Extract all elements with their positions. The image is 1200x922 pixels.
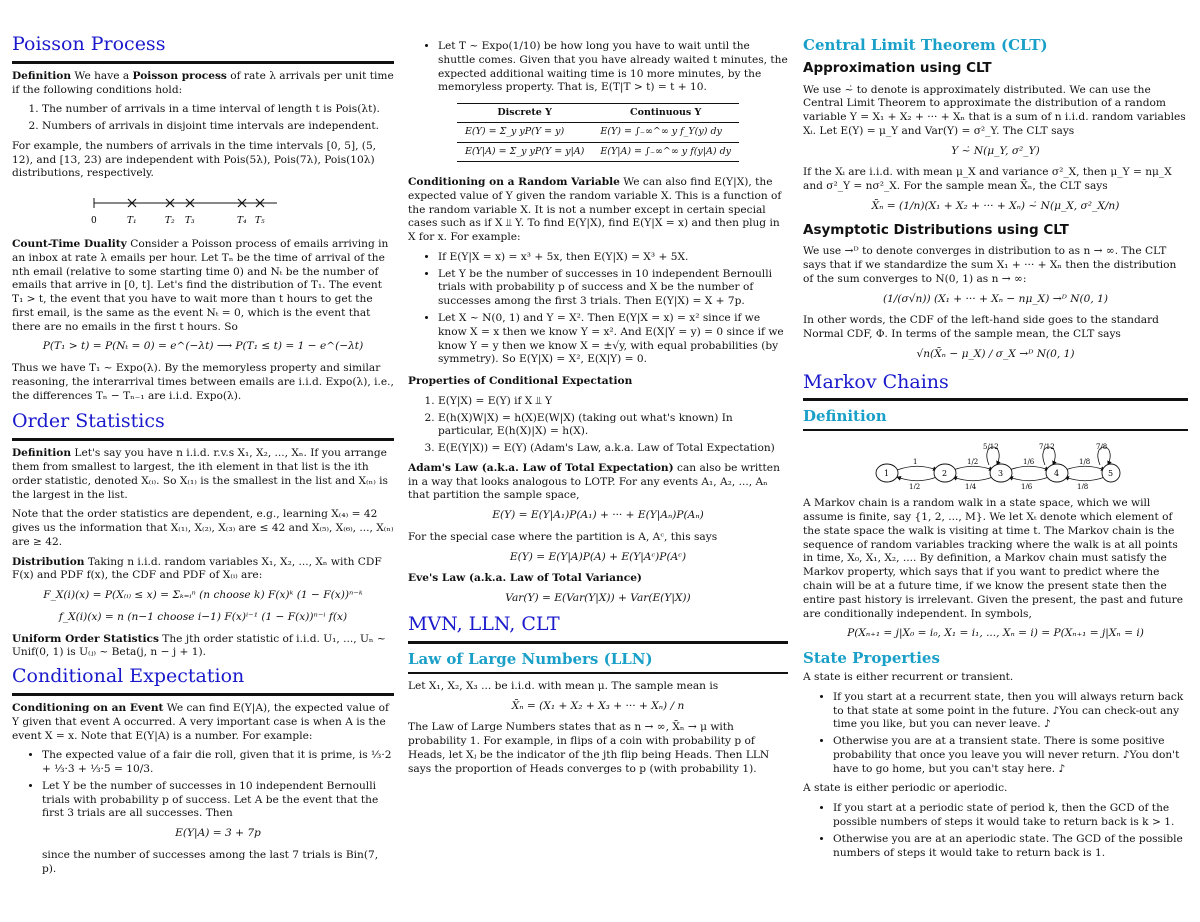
- list-item: 2. Numbers of arrivals in disjoint time intervals are independent.: [42, 120, 394, 134]
- markov-chain-diagram: [871, 437, 1121, 489]
- conditioning-on-rv: Conditioning on a Random Variable We can also find E(Y|X), the expected value of Y given the random variable X. This is a function of the random variable X. It is not a number except in certain special cases such as if X ⫫ Y. To find E(Y|X), find E(Y|X = x) and then plug in X for x. For example:: [408, 176, 782, 244]
- table-header-row: [457, 104, 739, 123]
- transition-arrow: [897, 467, 937, 471]
- order-definition: Definition Let's say you have n i.i.d. r.v.s X₁, X₂, ..., Xₙ. If you arrange them from smallest to largest, the ith element in that list is the ith order statistic, denoted X₍ᵢ₎. So X₍₁₎ is the smallest in the list and X₍ₙ₎ is the largest in the list.: [12, 447, 388, 501]
- adams-law-special: For the special case where the partition is A, Aᶜ, this says: [408, 530, 718, 543]
- asymptotic-text: We use →ᴰ to denote converges in distribution to as n → ∞. The CLT says that if we standardize the sum X₁ + ··· + Xₙ then the distribution of the sum converges to N(0, 1) as n → ∞:: [803, 245, 1177, 285]
- table-row: [457, 123, 739, 142]
- transition-arrow: [1065, 477, 1105, 481]
- count-time-formula: P(T₁ > t) = P(Nₜ = 0) = e^(−λt) ⟶ P(T₁ ≤ t) = 1 − e^(−λt): [42, 340, 364, 353]
- transition-label: 1: [912, 458, 917, 467]
- list-item: • If you start at a periodic state of period k, then the GCD of the possible numbers of steps it would take to return back is k > 1.: [833, 802, 1188, 830]
- list-item: • Let Y be the number of successes in 10 independent Bernoulli trials with probability p of success and X be the number of successes among the first 3 trials. Then E(Y|X) = X + 7p.: [438, 268, 788, 309]
- timeline-label: T₃: [185, 216, 195, 227]
- table-header: Continuous Y: [592, 104, 739, 123]
- loop-label: 7/8: [1095, 443, 1107, 452]
- poisson-example: For example, the numbers of arrivals in the time intervals [0, 5], (5, 12), and [13, 23) are independent with Pois(5λ), Pois(7λ), Pois(10λ) distributions, respectively.: [12, 139, 377, 180]
- eves-law-heading: Eve's Law (a.k.a. Law of Total Variance): [408, 572, 642, 585]
- rv-examples: [408, 251, 788, 367]
- conditioning-on-event: Conditioning on an Event We can find E(Y|A), the expected value of Y given that event A occurred. A very important case is when A is the event X = x. Note that E(Y|A) is a number. For example:: [12, 702, 389, 742]
- lln-statement: The Law of Large Numbers states that as n → ∞, X̄ₙ → μ with probability 1. For example, in flips of a coin with probability p of Heads, let Xⱼ be the indicator of the jth flip being Heads. Then LLN says the proportion of Heads converges to p (with probability 1).: [408, 721, 770, 775]
- conditional-expectation-title: Conditional Expectation: [12, 666, 394, 696]
- order-distribution: Distribution Taking n i.i.d. random variables X₁, X₂, ..., Xₙ with CDF F(x) and PDF f(x), the CDF and PDF of X₍ᵢ₎ are:: [12, 555, 382, 582]
- state-label: 3: [997, 469, 1003, 479]
- transition-arrow: [953, 467, 993, 471]
- list-item: • Let Y be the number of successes in 10 independent Bernoulli trials with probability p of success. Let A be the event that the first 3 trials are all successes. Then E(Y|A) = 3 + 7p since the number of successes among the last 7 trials is Bin(7, p).: [42, 780, 394, 877]
- table-cell: E(Y) = Σ_y yP(Y = y): [457, 123, 592, 142]
- conditional-expectation-table: [457, 103, 739, 162]
- uniform-order-statistics: Uniform Order Statistics The jth order statistic of i.i.d. U₁, ..., Uₙ ~ Unif(0, 1) is U₍ⱼ₎ ~ Beta(j, n − j + 1).: [12, 632, 386, 659]
- order-statistics-title: Order Statistics: [12, 411, 394, 441]
- transition-label: 1/2: [966, 458, 978, 467]
- loop-label: 5/12: [982, 443, 999, 452]
- transition-label: 1/8: [1078, 458, 1090, 467]
- poisson-conditions: [12, 103, 394, 134]
- iid-text: If the Xᵢ are i.i.d. with mean μ_X and variance σ²_X, then μ_Y = nμ_X and σ²_Y = nσ²_X. For the sample mean X̄ₙ, the CLT says: [803, 166, 1172, 193]
- list-item: • If E(Y|X = x) = x³ + 5x, then E(Y|X) = X³ + 5X.: [438, 251, 788, 265]
- state-intro-periodic: A state is either periodic or aperiodic.: [803, 782, 1008, 795]
- transition-label: 1/2: [908, 483, 920, 490]
- state-label: 1: [883, 469, 889, 479]
- approx-clt-text: We use ~̇ to denote is approximately distributed. We can use the Central Limit Theorem to approximate the distribution of a random variable Y = X₁ + X₂ + ··· + Xₙ that is a sum of n i.i.d. random variables Xᵢ. Let E(Y) = μ_Y and Var(Y) = σ²_Y. The CLT says: [803, 83, 1186, 137]
- markov-chains-title: Markov Chains: [803, 372, 1188, 402]
- event-examples: [12, 749, 394, 876]
- table-cell: E(Y|A) = Σ_y yP(Y = y|A): [457, 142, 592, 161]
- column-1: [12, 0, 394, 922]
- adams-law-formula: E(Y) = E(Y|A₁)P(A₁) + ··· + E(Y|Aₙ)P(Aₙ): [492, 509, 704, 522]
- transition-arrow: [1009, 477, 1049, 481]
- adams-law: Adam's Law (a.k.a. Law of Total Expectation) can also be written in a way that looks analogous to LOTP. For any events A₁, A₂, ..., Aₙ that partition the sample space,: [408, 461, 780, 502]
- loop-label: 7/12: [1038, 443, 1055, 452]
- timeline-label: T₂: [165, 216, 175, 227]
- asymptotic-heading: Asymptotic Distributions using CLT: [803, 221, 1069, 238]
- mvn-lln-clt-title: MVN, LLN, CLT: [408, 614, 788, 644]
- order-pdf-formula: f_X(i)(x) = n (n−1 choose i−1) F(x)ⁱ⁻¹ (1 − F(x))ⁿ⁻ⁱ f(x): [58, 610, 348, 623]
- order-cdf-formula: F_X(i)(x) = P(X₍ᵢ₎ ≤ x) = Σₖ₌ᵢⁿ (n choose k) F(x)ᵏ (1 − F(x))ⁿ⁻ᵏ: [43, 589, 363, 602]
- transition-label: 1/6: [1020, 483, 1032, 490]
- lln-intro: Let X₁, X₂, X₃ ... be i.i.d. with mean μ. The sample mean is: [408, 679, 719, 692]
- arrival-timeline-diagram: [82, 193, 282, 227]
- column-3: [803, 0, 1188, 922]
- state-label: 5: [1107, 469, 1113, 479]
- transition-label: 1/4: [964, 483, 976, 490]
- table-cell: E(Y) = ∫₋∞^∞ y f_Y(y) dy: [592, 123, 739, 142]
- approx-clt-formula: Y ~̇ N(μ_Y, σ²_Y): [951, 144, 1040, 157]
- table-header: Discrete Y: [457, 104, 592, 123]
- markov-definition-title: Definition: [803, 407, 1188, 431]
- properties-list: [408, 395, 788, 456]
- timeline-label: 0: [91, 216, 97, 227]
- adams-law-special-formula: E(Y) = E(Y|A)P(A) + E(Y|Aᶜ)P(Aᶜ): [509, 550, 687, 563]
- list-item: • If you start at a recurrent state, then you will always return back to that state at some point in the future. ♪You can check-out any time you like, but you can never leave. ♪: [833, 691, 1188, 732]
- timeline-label: T₅: [255, 216, 265, 227]
- table-cell: E(Y|A) = ∫₋∞^∞ y f(y|A) dy: [592, 142, 739, 161]
- table-row: [457, 142, 739, 161]
- shuttle-example: [408, 40, 788, 95]
- list-item: • The expected value of a fair die roll, given that it is prime, is ⅓·2 + ⅓·3 + ⅓·5 = 10/3.: [42, 749, 394, 777]
- state-label: 4: [1053, 469, 1059, 479]
- approx-clt-heading: Approximation using CLT: [803, 60, 992, 76]
- count-time-duality: Count-Time Duality Consider a Poisson process of emails arriving in an inbox at rate λ emails per hour. Let Tₙ be the time of arrival of the nth email (relative to some starting time 0) and Nₜ be the number of emails that arrive in [0, t]. Let's find the distribution of T₁. The event T₁ > t, the event that you have to wait more than t hours to get the first email, is the same as the event Nₜ = 0, which is the event that there are no emails in the first t hours. So: [12, 237, 389, 333]
- event-example-formula: E(Y|A) = 3 + 7p: [175, 827, 261, 840]
- lln-title: Law of Large Numbers (LLN): [408, 650, 788, 674]
- clt-title: Central Limit Theorem (CLT): [803, 36, 1048, 54]
- sample-mean-clt-formula: X̄ₙ = (1/n)(X₁ + X₂ + ··· + Xₙ) ~̇ N(μ_X, σ²_X/n): [871, 199, 1120, 212]
- state-intro-recurrent: A state is either recurrent or transient.: [803, 671, 1014, 684]
- recurrence-list: [803, 691, 1188, 777]
- list-item: 1. The number of arrivals in a time interval of length t is Pois(λt).: [42, 103, 394, 117]
- periodicity-list: [803, 802, 1188, 860]
- list-item: 1. E(Y|X) = E(Y) if X ⫫ Y: [438, 395, 788, 409]
- timeline-label: T₄: [237, 216, 247, 227]
- state-label: 2: [941, 469, 947, 479]
- transition-arrow: [1009, 467, 1049, 471]
- transition-label: 1/6: [1022, 458, 1034, 467]
- markov-definition-text: A Markov chain is a random walk in a state space, which we will assume is finite, say {1, 2, ..., M}. We let Xₜ denote which element of the state space the walk is visiting at time t. The Markov chain is the sequence of random variables tracking where the walk is at all points in time, X₀, X₁, X₂, .... By definition, a Markov chain must satisfy the Markov property, which says that if you want to predict where the chain will be at a future time, if we know the present state then the entire past history is irrelevant. Given the present, the past and future are conditionally independent. In symbols,: [803, 497, 1184, 620]
- properties-heading: Properties of Conditional Expectation: [408, 375, 633, 388]
- count-time-conclusion: Thus we have T₁ ~ Expo(λ). By the memoryless property and similar reasoning, the interarrival times between emails are i.i.d. Expo(λ), i.e., the differences Tₙ − Tₙ₋₁ are i.i.d. Expo(λ).: [12, 362, 394, 402]
- order-dependent-note: Note that the order statistics are dependent, e.g., learning X₍₄₎ = 42 gives us the information that X₍₁₎, X₍₂₎, X₍₃₎ are ≤ 42 and X₍₅₎, X₍₆₎, ..., X₍ₙ₎ are ≥ 42.: [12, 508, 394, 548]
- transition-arrow: [1065, 467, 1105, 471]
- poisson-title: Poisson Process: [12, 34, 394, 64]
- transition-arrow: [897, 477, 937, 481]
- list-item: 2. E(h(X)W|X) = h(X)E(W|X) (taking out what's known) In particular, E(h(X)|X) = h(X).: [438, 412, 788, 440]
- poisson-definition: Definition We have a Poisson process of rate λ arrivals per unit time if the following conditions hold:: [12, 69, 394, 96]
- list-item: • Let X ~ N(0, 1) and Y = X². Then E(Y|X = x) = x² since if we know X = x then we know Y = x². And E(X|Y = y) = 0 since if we know Y = y then we know X = ±√y, with equal probabilities (by symmetry). So E(Y|X) = X², E(X|Y) = 0.: [438, 312, 788, 367]
- eves-law-formula: Var(Y) = E(Var(Y|X)) + Var(E(Y|X)): [505, 592, 691, 605]
- state-properties-title: State Properties: [803, 649, 940, 668]
- list-item: • Otherwise you are at an aperiodic state. The GCD of the possible numbers of steps it would take to return back is 1.: [833, 833, 1188, 861]
- asymptotic-formula-2: √n(X̄ₙ − μ_X) / σ_X →ᴰ N(0, 1): [916, 347, 1075, 360]
- asymptotic-formula: (1/(σ√n)) (X₁ + ··· + Xₙ − nμ_X) →ᴰ N(0, 1): [882, 292, 1109, 305]
- column-2: [408, 0, 788, 922]
- timeline-label: T₁: [127, 216, 137, 227]
- transition-label: 1/8: [1076, 483, 1088, 490]
- asymptotic-text-2: In other words, the CDF of the left-hand side goes to the standard Normal CDF, Φ. In terms of the sample mean, the CLT says: [803, 314, 1159, 341]
- list-item: 3. E(E(Y|X)) = E(Y) (Adam's Law, a.k.a. Law of Total Expectation): [438, 442, 788, 456]
- transition-arrow: [953, 477, 993, 481]
- markov-property-formula: P(Xₙ₊₁ = j|X₀ = i₀, X₁ = i₁, ..., Xₙ = i) = P(Xₙ₊₁ = j|Xₙ = i): [847, 627, 1144, 640]
- sample-mean-formula: X̄ₙ = (X₁ + X₂ + X₃ + ··· + Xₙ) / n: [511, 699, 685, 712]
- list-item: • Let T ~ Expo(1/10) be how long you have to wait until the shuttle comes. Given that you have already waited t minutes, the expected additional waiting time is 10 more minutes, by the memoryless property. That is, E(T|T > t) = t + 10.: [438, 40, 788, 95]
- list-item: • Otherwise you are at a transient state. There is some positive probability that once you leave you will never return. ♪You don't have to go home, but you can't stay here. ♪: [833, 735, 1188, 776]
